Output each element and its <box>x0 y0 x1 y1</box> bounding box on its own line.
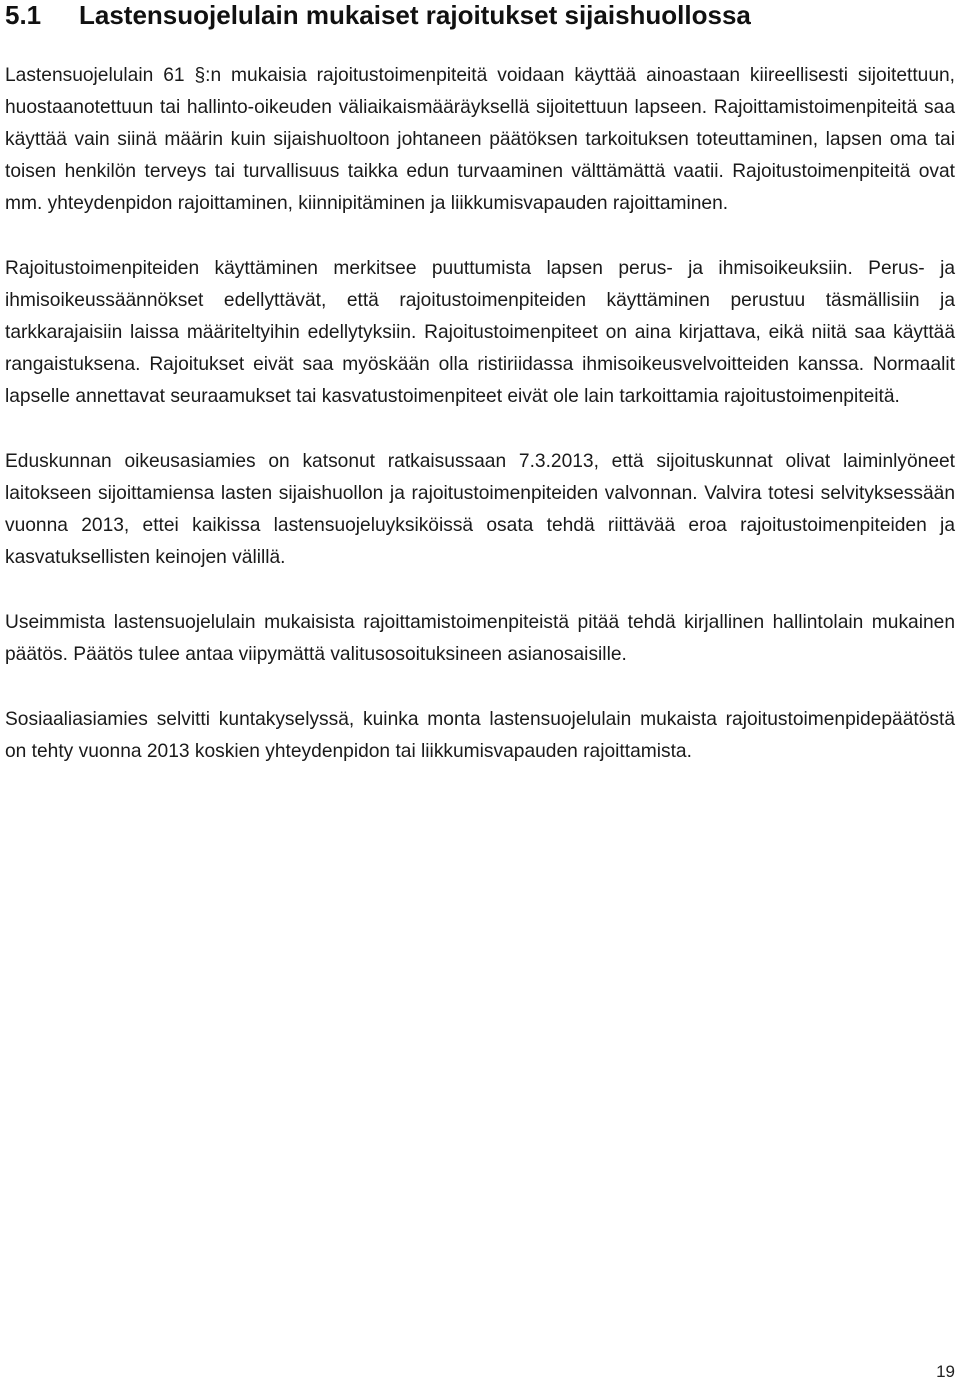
paragraph-municipal-survey: Sosiaaliasiamies selvitti kuntakyselyssä, kuinka monta lastensuojelulain mukaista rajoitustoimenpidepäätöstä on tehty vuonna 2013 koskien yhteydenpidon tai liikkumisvapauden rajoittamista. <box>5 709 955 762</box>
paragraph-administrative-decision: Useimmista lastensuojelulain mukaisista rajoittamistoimenpiteistä pitää tehdä kirjallinen hallintolain mukainen päätös. Päätös tulee antaa viipymättä valitusosoituksineen asianosaisille. <box>5 612 955 665</box>
page-number: 19 <box>936 1362 955 1381</box>
body-text <box>5 60 955 801</box>
paragraph-restrictions-scope: Lastensuojelulain 61 §:n mukaisia rajoitustoimenpiteitä voidaan käyttää ainoastaan kiireellisesti sijoitettuun, huostaanotettuun tai hallinto-oikeuden väliaikaismääräyksellä sijoitettuun lapseen. Rajoittamistoimenpiteitä saa käyttää vain siinä määrin kuin sijaishuoltoon johtaneen päätöksen tarkoituksen toteuttaminen, lapsen oma tai toisen henkilön terveys tai turvallisuus taikka edun turvaaminen välttämättä vaatii. Rajoitustoimenpiteitä ovat mm. yhteydenpidon rajoittaminen, kiinnipitäminen ja liikkumisvapauden rajoittaminen. <box>5 65 955 214</box>
section-heading <box>5 0 945 30</box>
section-number: 5.1 <box>5 0 42 30</box>
paragraph-fundamental-rights: Rajoitustoimenpiteiden käyttäminen merkitsee puuttumista lapsen perus- ja ihmisoikeuksiin. Perus- ja ihmisoikeussäännökset edellyttävät, että rajoitustoimenpiteiden käyttäminen perustuu täsmällisiin ja tarkkarajaisiin laissa määriteltyihin edellytyksiin. Rajoitustoimenpiteet on aina kirjattava, eikä niitä saa käyttää rangaistuksena. Rajoitukset eivät saa myöskään olla ristiriidassa ihmisoikeusvelvoitteiden kanssa. Normaalit lapselle annettavat seuraamukset tai kasvatustoimenpiteet eivät ole lain tarkoittamia rajoitustoimenpiteitä. <box>5 258 955 407</box>
section-title: Lastensuojelulain mukaiset rajoitukset sijaishuollossa <box>79 0 751 30</box>
paragraph-ombudsman-decision: Eduskunnan oikeusasiamies on katsonut ratkaisussaan 7.3.2013, että sijoituskunnat olivat laiminlyöneet laitokseen sijoittamiensa lasten sijaishuollon ja rajoitustoimenpiteiden valvonnan. Valvira totesi selvityksessään vuonna 2013, ettei kaikissa lastensuojeluyksiköissä osata tehdä riittävää eroa rajoitustoimenpiteiden ja kasvatuksellisten keinojen välillä. <box>5 451 955 568</box>
